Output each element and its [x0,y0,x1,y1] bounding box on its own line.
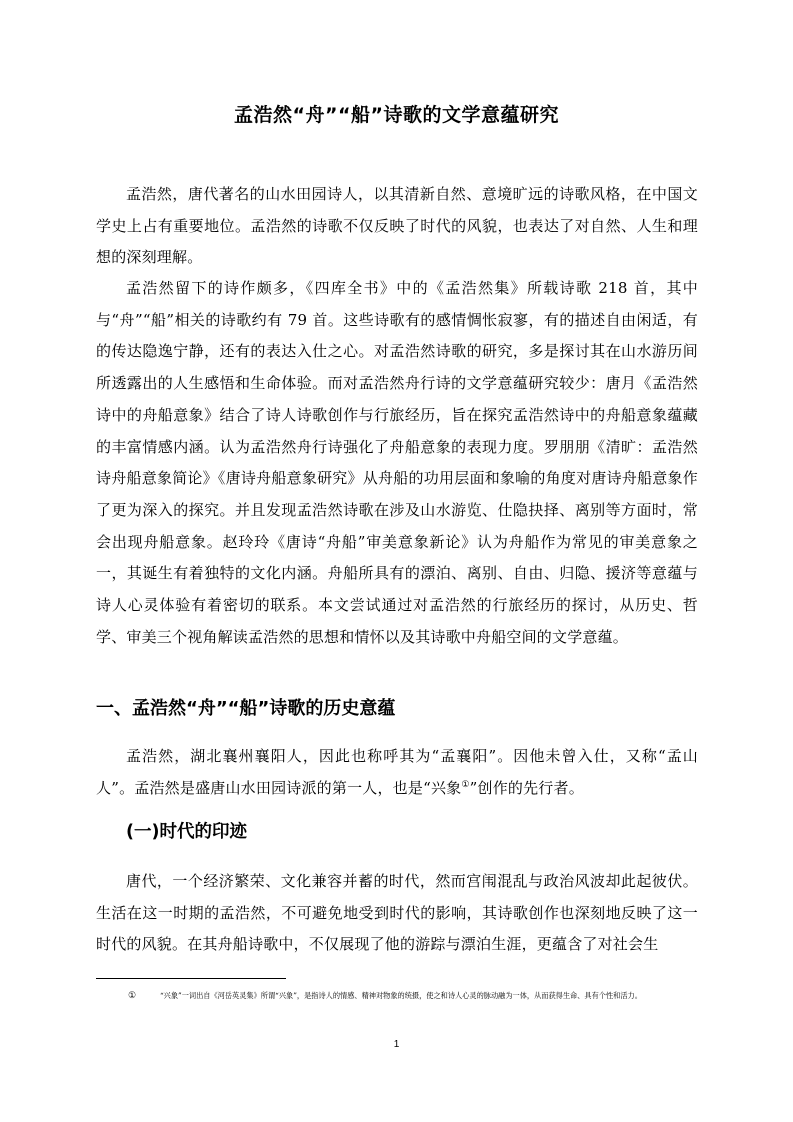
section-1-paragraph [96,741,698,804]
footnote-marker: ① [128,991,137,1001]
footnote [128,990,718,1002]
footnote-reference[interactable]: ① [461,779,470,790]
footnote-separator [96,978,286,979]
page-title: 孟浩然“舟”“船”诗歌的文学意蕴研究 [234,104,559,126]
section-1-text-before-ref: 孟浩然，湖北襄州襄阳人，因此也称呼其为“孟襄阳”。因他未曾入仕，又称“孟山人”。孟浩然是盛唐山水田园诗派的第一人，也是“兴象 [96,747,698,797]
subsection-heading-1: (一)时代的印迹 [126,822,247,842]
intro-paragraph-1: 孟浩然，唐代著名的山水田园诗人，以其清新自然、意境旷远的诗歌风格，在中国文学史上占有重要地位。孟浩然的诗歌不仅反映了时代的风貌，也表达了对自然、人生和理想的深刻理解。 [96,185,698,267]
section-heading-1: 一、孟浩然“舟”“船”诗歌的历史意蕴 [96,698,396,719]
page-number: 1 [393,1039,400,1050]
intro-paragraph-2: 孟浩然留下的诗作颇多，《四库全书》中的《孟浩然集》所载诗歌 218 首，其中与“舟”“船”相关的诗歌约有 79 首。这些诗歌有的感情惆怅寂寥，有的描述自由闲适，有的传达隐逸宁静，还有的表达入仕之心。对孟浩然诗歌的研究，多是探讨其在山水游历间所透露出的人生感悟和生命体验。而对孟浩然舟行诗的文学意蕴研究较少：唐月《孟浩然诗中的舟船意象》结合了诗人诗歌创作与行旅经历，旨在探究孟浩然诗中的舟船意象蕴藏的丰富情感内涵。认为孟浩然舟行诗强化了舟船意象的表现力度。罗朋朋《清旷：孟浩然诗舟船意象简论》《唐诗舟船意象研究》从舟船的功用层面和象喻的角度对唐诗舟船意象作了更为深入的探究。并且发现孟浩然诗歌在涉及山水游览、仕隐抉择、离别等方面时，常会出现舟船意象。赵玲玲《唐诗“舟船”审美意象新论》认为舟船作为常见的审美意象之一，其诞生有着独特的文化内涵。舟船所具有的漂泊、离别、自由、归隐、援济等意蕴与诗人心灵体验有着密切的联系。本文尝试通过对孟浩然的行旅经历的探讨，从历史、哲学、审美三个视角解读孟浩然的思想和情怀以及其诗歌中舟船空间的文学意蕴。 [96,279,698,646]
footnote-text: “兴象”一词出自《河岳英灵集》所谓“兴象”，是指诗人的情感、精神对物象的统摄，使之和诗人心灵的脉动融为一体，从而获得生命、具有个性和活力。 [160,991,642,1000]
section-1-text-after-ref: ”创作的先行者。 [469,778,584,797]
subsection-1-paragraph: 唐代，一个经济繁荣、文化兼容并蓄的时代，然而宫闱混乱与政治风波却此起彼伏。生活在这一时期的孟浩然，不可避免地受到时代的影响，其诗歌创作也深刻地反映了这一时代的风貌。在其舟船诗歌中，不仅展现了他的游踪与漂泊生涯，更蕴含了对社会生 [96,872,698,954]
